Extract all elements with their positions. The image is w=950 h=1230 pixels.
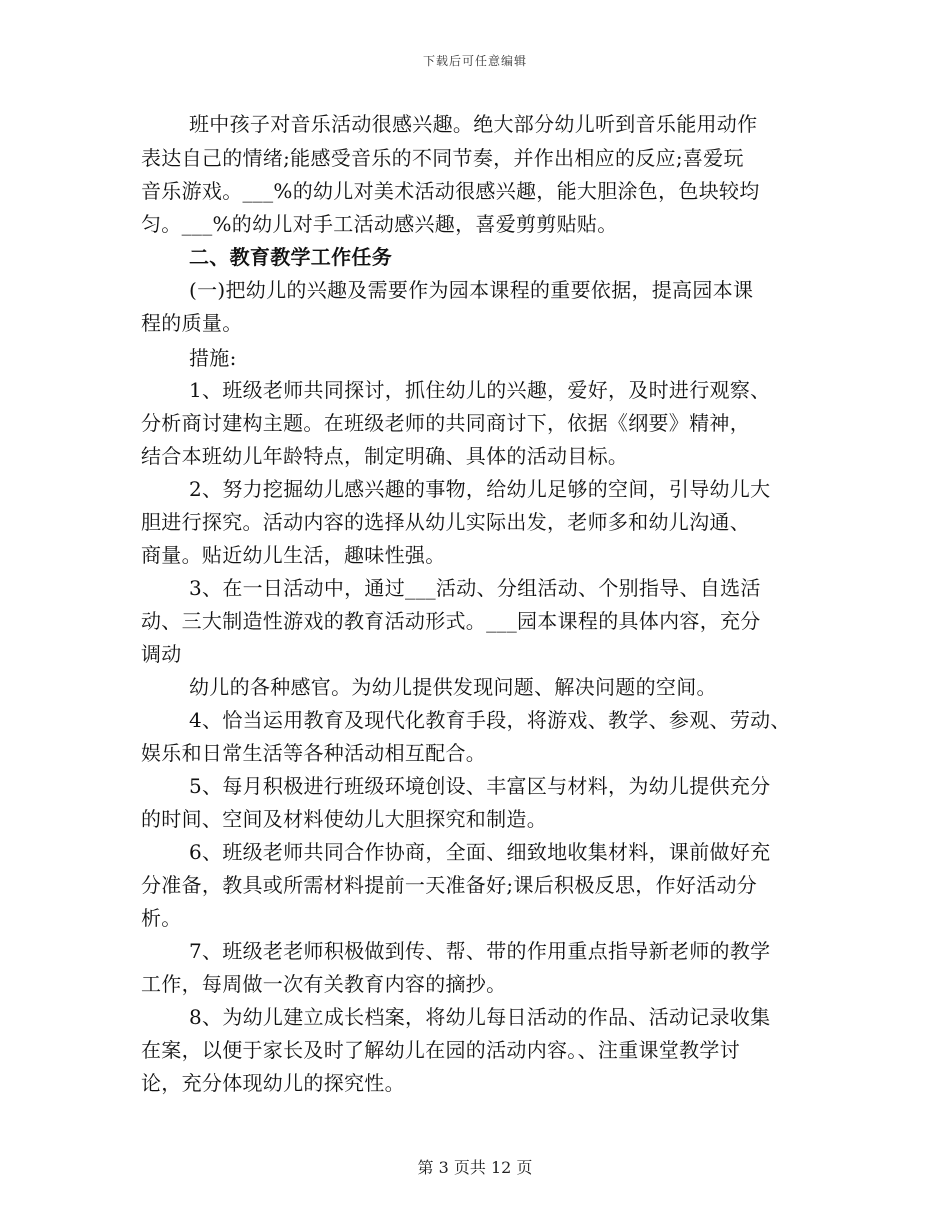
- body-line: 工作，每周做一次有关教育内容的摘抄。: [141, 972, 507, 996]
- body-line: 8、为幼儿建立成长档案，将幼儿每日活动的作品、活动记录收集: [189, 1005, 771, 1029]
- body-line: 表达自己的情绪;能感受音乐的不同节奏，并作出相应的反应;喜爱玩: [141, 146, 744, 170]
- page-footer: 第 3 页共 12 页: [417, 1158, 533, 1177]
- body-line: 匀。___%的幼儿对手工活动感兴趣，喜爱剪剪贴贴。: [141, 212, 618, 236]
- body-line: 班中孩子对音乐活动很感兴趣。绝大部分幼儿听到音乐能用动作: [189, 112, 758, 136]
- section-heading: 二、教育教学工作任务: [189, 245, 392, 269]
- body-line: 析。: [141, 906, 182, 930]
- body-line: 幼儿的各种感官。为幼儿提供发现问题、解决问题的空间。: [189, 675, 717, 699]
- body-line: 分析商讨建构主题。在班级老师的共同商讨下，依据《纲要》精神，: [141, 411, 750, 435]
- body-line: 音乐游戏。___%的幼儿对美术活动很感兴趣，能大胆涂色，色块较均: [141, 179, 760, 203]
- body-line: 4、恰当运用教育及现代化教育手段，将游戏、教学、参观、劳动、: [189, 708, 791, 732]
- body-line: 调动: [141, 642, 182, 666]
- body-line: 结合本班幼儿年龄特点，制定明确、具体的活动目标。: [141, 444, 629, 468]
- page-header: 下载后可任意编辑: [422, 54, 527, 68]
- body-line: 商量。贴近幼儿生活，趣味性强。: [141, 543, 446, 567]
- body-line: 娱乐和日常生活等各种活动相互配合。: [141, 741, 487, 765]
- body-line: 分准备，教具或所需材料提前一天准备好;课后积极反思，作好活动分: [141, 873, 758, 897]
- body-line: 论，充分体现幼儿的探究性。: [141, 1071, 405, 1095]
- body-line: 5、每月积极进行班级环境创设、丰富区与材料，为幼儿提供充分: [189, 774, 771, 798]
- body-line: 程的质量。: [141, 311, 243, 335]
- body-line: 3、在一日活动中，通过___活动、分组活动、个别指导、自选活: [189, 576, 761, 600]
- body-line: 措施:: [189, 346, 237, 370]
- body-line: 动、三大制造性游戏的教育活动形式。___园本课程的具体内容，充分: [141, 609, 761, 633]
- body-line: 2、努力挖掘幼儿感兴趣的事物，给幼儿足够的空间，引导幼儿大: [189, 477, 771, 501]
- body-line: 在案，以便于家长及时了解幼儿在园的活动内容。、注重课堂教学讨: [141, 1038, 740, 1062]
- body-line: 7、班级老老师积极做到传、帮、带的作用重点指导新老师的教学: [189, 939, 771, 963]
- body-line: 6、班级老师共同合作协商，全面、细致地收集材料，课前做好充: [189, 840, 771, 864]
- body-line: 1、班级老师共同探讨，抓住幼儿的兴趣，爱好，及时进行观察、: [189, 378, 771, 402]
- body-line: 胆进行探究。活动内容的选择从幼儿实际出发，老师多和幼儿沟通、: [141, 510, 750, 534]
- body-line: 的时间、空间及材料使幼儿大胆探究和制造。: [141, 807, 547, 831]
- body-line: (一)把幼儿的兴趣及需要作为园本课程的重要依据，提高园本课: [189, 278, 754, 302]
